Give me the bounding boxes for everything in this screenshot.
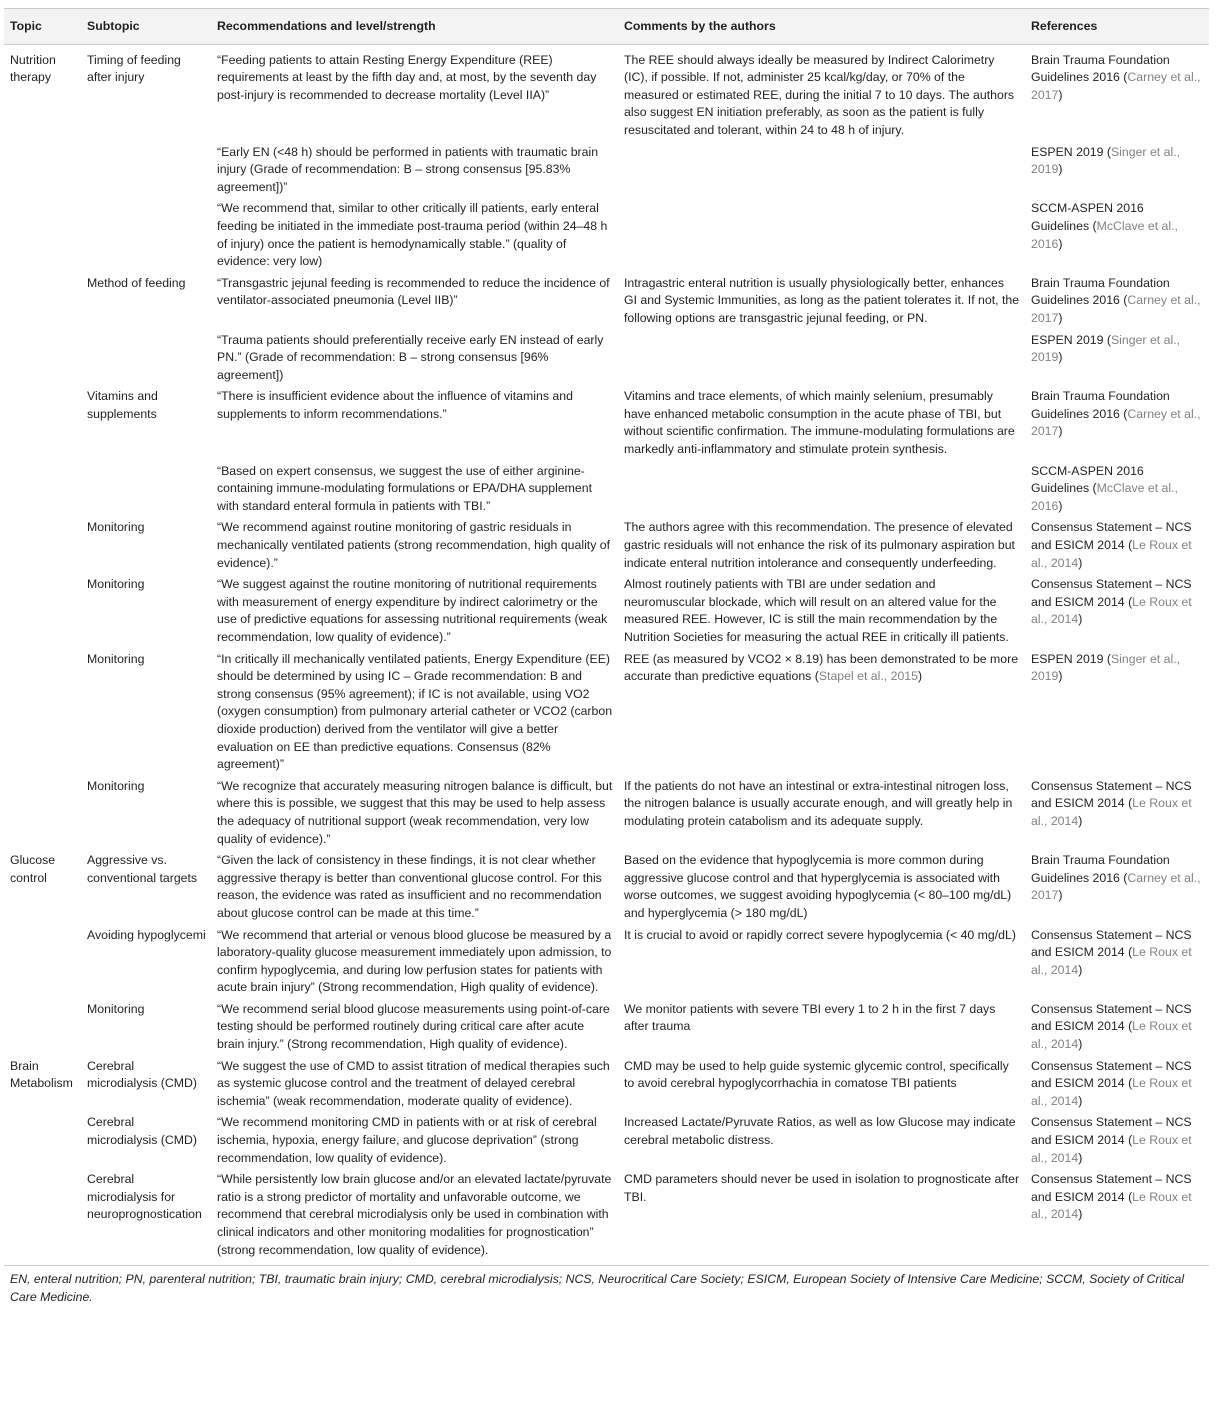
reference-text-end: ): [1058, 236, 1063, 251]
subtopic-cell: Cerebral microdialysis (CMD): [87, 1058, 197, 1091]
reference-text-end: ): [1078, 1093, 1083, 1108]
subtopic-cell: Monitoring: [87, 651, 145, 666]
reference-text-end: ): [1078, 1207, 1083, 1222]
comment-cell: [618, 573, 1025, 647]
reference-text: ESPEN 2019 (: [1031, 651, 1111, 666]
reference-text: Consensus Statement – NCS and ESICM 2014 (: [1031, 778, 1192, 811]
reference-citation: Singer et al., 2019: [1031, 144, 1181, 177]
subtopic-cell: Avoiding hypoglycemi: [87, 927, 206, 942]
table-row: [4, 329, 1209, 386]
recommendation-cell: “We suggest against the routine monitoring of nutritional requirements with measurement of energy expenditure by indirect calorimetry or the use of predictive equations for assessing nutritional requirements (weak recommendation, low quality of evidence).”: [217, 577, 608, 644]
table-row: [4, 1055, 1209, 1112]
topic-cell: [4, 1111, 81, 1168]
comment-text: Vitamins and trace elements, of which mainly selenium, presumably have enhanced metabolic consumption in the acute phase of TBI, but without scientific confirmation. The immune-modulating formulations are markedly anti-inflammatory and stimulate protein synthesis.: [624, 389, 1015, 457]
reference-cell: [1025, 1168, 1209, 1265]
comment-cell: [618, 775, 1025, 849]
reference-text: Consensus Statement – NCS and ESICM 2014 (: [1031, 1172, 1192, 1204]
subtopic-cell: Aggressive vs. conventional targets: [87, 853, 198, 885]
topic-cell: [4, 197, 81, 271]
reference-text-end: ): [1078, 962, 1083, 977]
topic-cell: Brain Metabolism: [10, 1058, 73, 1091]
reference-citation: Carney et al., 2017: [1031, 870, 1201, 903]
comment-text: REE (as measured by VCO2 × 8.19) has been demonstrated to be more accurate than predictive equations (: [624, 651, 1019, 684]
comment-text: Almost routinely patients with TBI are under sedation and neuromuscular blockade, which will result on an altered value for the measured REE. However, IC is still the main recommendation by the Nutrition Societies for measuring the actual REE in critically ill patients.: [624, 577, 1009, 644]
reference-text-end: ): [1058, 162, 1063, 177]
topic-cell: [4, 141, 81, 198]
table-row: [4, 573, 1209, 647]
recommendation-cell: “We recommend against routine monitoring of gastric residuals in mechanically ventilated patients (strong recommendation, high quality of evidence).”: [217, 520, 611, 570]
reference-text-end: ): [1078, 612, 1083, 627]
comment-text: Increased Lactate/Pyruvate Ratios, as well as low Glucose may indicate cerebral metabolic distress.: [624, 1115, 1016, 1148]
table-row: [4, 516, 1209, 573]
topic-cell: [4, 329, 81, 386]
comment-cell: [618, 272, 1025, 329]
topic-cell: [4, 573, 81, 647]
comment-citation: Stapel et al., 2015: [818, 669, 918, 684]
reference-cell: [1025, 197, 1209, 271]
subtopic-cell: [81, 197, 211, 271]
recommendation-cell: “While persistently low brain glucose and/or an elevated lactate/pyruvate ratio is a strong predictor of mortality and unfavorable outcome, we recommend that cerebral microdialysis only be used in combination with clinical indicators and other monitoring modalities for prognostication” (strong recommendation, low quality of evidence).: [211, 1168, 618, 1265]
subtopic-cell: [81, 141, 211, 198]
reference-text-end: ): [1058, 424, 1063, 439]
topic-cell: [4, 385, 81, 459]
comment-cell: [618, 197, 1025, 271]
comment-cell: [618, 44, 1025, 140]
reference-cell: [1025, 44, 1209, 140]
reference-cell: [1025, 775, 1209, 849]
subtopic-cell: [81, 460, 211, 517]
recommendation-cell: “Based on expert consensus, we suggest the use of either arginine-containing immune-modulating formulations or EPA/DHA supplement with standard enteral formula in patients with TBI.”: [217, 463, 593, 513]
reference-citation: Le Roux et al., 2014: [1031, 945, 1192, 977]
subtopic-cell: Method of feeding: [87, 275, 186, 290]
recommendation-cell: “Early EN (<48 h) should be performed in patients with traumatic brain injury (Grade of recommendation: B – strong consensus [95.83% agreement])”: [217, 144, 599, 194]
reference-text-end: ): [1078, 1037, 1083, 1052]
reference-citation: McClave et al., 2016: [1031, 218, 1178, 251]
reference-text-end: ): [1058, 350, 1063, 365]
topic-cell: [4, 272, 81, 329]
reference-citation: Le Roux et al., 2014: [1031, 594, 1192, 627]
comment-text: The authors agree with this recommendation. The presence of elevated gastric residuals will not enhance the risk of its pulmonary aspiration but indicate enteral nutrition intolerance and consequently underfeeding.: [624, 520, 1015, 570]
reference-text: Consensus Statement – NCS and ESICM 2014 (: [1031, 1001, 1192, 1034]
topic-cell: Nutrition therapy: [10, 52, 56, 85]
comment-cell: [618, 1168, 1025, 1265]
comment-cell: [618, 1111, 1025, 1168]
reference-text-end: ): [1058, 888, 1063, 903]
reference-citation: Singer et al., 2019: [1031, 332, 1181, 365]
subtopic-cell: Monitoring: [87, 577, 145, 592]
reference-text: Consensus Statement – NCS and ESICM 2014 (: [1031, 520, 1192, 553]
reference-cell: [1025, 1055, 1209, 1112]
table-row: [4, 272, 1209, 329]
header-comments: Comments by the authors: [618, 9, 1025, 45]
comment-cell: [618, 849, 1025, 923]
reference-citation: Le Roux et al., 2014: [1031, 796, 1192, 828]
comment-text: It is crucial to avoid or rapidly correct severe hypoglycemia (< 40 mg/dL): [624, 927, 1016, 942]
reference-text: Consensus Statement – NCS and ESICM 2014 (: [1031, 1058, 1192, 1091]
comment-cell: [618, 141, 1025, 198]
reference-citation: Carney et al., 2017: [1031, 293, 1201, 325]
reference-citation: Le Roux et al., 2014: [1031, 1019, 1192, 1052]
reference-cell: [1025, 573, 1209, 647]
reference-text-end: ): [1058, 669, 1063, 684]
comment-cell: [618, 516, 1025, 573]
reference-text-end: ): [1058, 87, 1063, 102]
recommendation-cell: “We recommend monitoring CMD in patients with or at risk of cerebral ischemia, hypoxia, energy failure, and glucose deprivation” (strong recommendation, low quality of evidence).: [217, 1115, 597, 1165]
reference-text: Brain Trauma Foundation Guidelines 2016 (: [1031, 275, 1170, 308]
topic-cell: [4, 1168, 81, 1265]
table-row: [4, 849, 1209, 923]
header-subtopic: Subtopic: [81, 9, 211, 45]
topic-cell: [4, 924, 81, 998]
reference-cell: [1025, 924, 1209, 998]
comment-cell: [618, 998, 1025, 1055]
subtopic-cell: Cerebral microdialysis for neuroprognostication: [81, 1168, 211, 1265]
comment-cell: [618, 329, 1025, 386]
recommendation-cell: “Feeding patients to attain Resting Energy Expenditure (REE) requirements at least by the fifth day and, at most, by the seventh day post-injury is recommended to decrease mortality (Level IIA)”: [217, 52, 597, 102]
reference-citation: Le Roux et al., 2014: [1031, 1133, 1192, 1165]
reference-cell: [1025, 141, 1209, 198]
reference-citation: Le Roux et al., 2014: [1031, 1076, 1192, 1108]
comment-text-end: ): [917, 669, 923, 684]
table-row: [4, 1168, 1209, 1265]
topic-cell: [4, 460, 81, 517]
comment-text: The REE should always ideally be measured by Indirect Calorimetry (IC), if possible. If not, administer 25 kcal/kg/day, or 70% of the measured or estimated REE, during the initial 7 to 10 days. The authors also suggest EN initiation preferably, as soon as the patient is fully resuscitated and tolerant, within 24 to 48 h of injury.: [624, 52, 1015, 137]
reference-citation: McClave et al., 2016: [1031, 481, 1178, 513]
reference-cell: [1025, 272, 1209, 329]
reference-text: ESPEN 2019 (: [1031, 332, 1111, 347]
table-row: [4, 775, 1209, 849]
comment-text: Intragastric enteral nutrition is usually physiologically better, enhances GI and Systemic Immunities, as long as the patient tolerates it. If not, the following options are transgastric jejunal feeding, or PN.: [624, 275, 1020, 325]
recommendation-cell: “We recommend that, similar to other critically ill patients, early enteral feeding be initiated in the immediate post-trauma period (within 24–48 h of injury) once the patient is hemodynamically stable.” (quality of evidence: very low): [217, 201, 608, 269]
comment-text: If the patients do not have an intestinal or extra-intestinal nitrogen loss, the nitrogen balance is usually accurate enough, and will greatly help in modulating protein catabolism and its adequate supply.: [624, 778, 1013, 828]
recommendation-cell: “We recognize that accurately measuring nitrogen balance is difficult, but where this is possible, we suggest that this may be used to help assess the adequacy of nutritional support (weak recommendation, very low quality of evidence).”: [217, 778, 613, 846]
topic-cell: [4, 775, 81, 849]
comment-text: CMD parameters should never be used in isolation to prognosticate after TBI.: [624, 1172, 1020, 1204]
table-row: [4, 460, 1209, 517]
header-topic: Topic: [4, 9, 81, 45]
subtopic-cell: Monitoring: [87, 520, 145, 535]
recommendation-cell: “We recommend serial blood glucose measurements using point-of-care testing should be performed routinely during critical care after acute brain injury.” (Strong recommendation, High quality of evidence).: [217, 1001, 610, 1052]
reference-cell: [1025, 998, 1209, 1055]
subtopic-cell: [81, 329, 211, 386]
reference-text: Brain Trauma Foundation Guidelines 2016 (: [1031, 389, 1170, 421]
reference-text-end: ): [1058, 310, 1063, 325]
comment-text: CMD may be used to help guide systemic glycemic control, specifically to avoid cerebral hypoglycorrhachia in comatose TBI patients: [624, 1058, 1009, 1091]
comment-text: We monitor patients with severe TBI every 1 to 2 h in the first 7 days after trauma: [624, 1001, 996, 1034]
subtopic-cell: Timing of feeding after injury: [87, 52, 181, 85]
reference-citation: Carney et al., 2017: [1031, 70, 1201, 102]
reference-citation: Le Roux et al., 2014: [1031, 1189, 1192, 1222]
comment-cell: [618, 1055, 1025, 1112]
reference-text: Brain Trauma Foundation Guidelines 2016 (: [1031, 853, 1170, 885]
reference-text: Consensus Statement – NCS and ESICM 2014 (: [1031, 577, 1192, 609]
reference-cell: [1025, 385, 1209, 459]
recommendations-table: [4, 8, 1209, 1266]
subtopic-cell: Vitamins and supplements: [87, 389, 158, 421]
reference-text-end: ): [1078, 813, 1083, 828]
table-row: [4, 385, 1209, 459]
reference-cell: [1025, 516, 1209, 573]
comment-cell: [618, 460, 1025, 517]
reference-citation: Le Roux et al., 2014: [1031, 538, 1192, 570]
table-row: [4, 924, 1209, 998]
table-footnote: EN, enteral nutrition; PN, parenteral nutrition; TBI, traumatic brain injury; CMD, cerebral microdialysis; NCS, Neurocritical Care Society; ESICM, European Society of Intensive Care Medicine; SCCM, Society of Critical Care Medicine.: [10, 1272, 1185, 1304]
recommendation-cell: “In critically ill mechanically ventilated patients, Energy Expenditure (EE) should be determined by using IC – Grade recommendation: B and strong consensus (95% agreement); if IC is not available, using VO2 (oxygen consumption) from pulmonary arterial catheter or VCO2 (carbon dioxide production) derived from the ventilator will give a better evaluation on EE than predictive equations. Consensus (82% agreement)”: [217, 651, 613, 772]
recommendation-cell: “Trauma patients should preferentially receive early EN instead of early PN.” (Grade of recommendation: B – strong consensus [96% agreement]): [217, 332, 604, 382]
topic-cell: [4, 998, 81, 1055]
subtopic-cell: Monitoring: [87, 778, 145, 793]
table-row: [4, 44, 1209, 140]
reference-cell: [1025, 1111, 1209, 1168]
header-recommendations: Recommendations and level/strength: [211, 9, 618, 45]
reference-text-end: ): [1058, 498, 1063, 513]
table-header: [4, 9, 1209, 45]
reference-cell: [1025, 460, 1209, 517]
reference-text: Consensus Statement – NCS and ESICM 2014 (: [1031, 927, 1192, 960]
reference-text: SCCM-ASPEN 2016 Guidelines (: [1031, 463, 1144, 496]
topic-cell: Glucose control: [10, 853, 56, 885]
reference-text: Brain Trauma Foundation Guidelines 2016 (: [1031, 52, 1170, 85]
recommendation-cell: “We suggest the use of CMD to assist titration of medical therapies such as systemic glucose control and the treatment of delayed cerebral ischemia” (weak recommendation, moderate quality of evidence).: [217, 1058, 610, 1108]
reference-text: SCCM-ASPEN 2016 Guidelines (: [1031, 201, 1144, 233]
subtopic-cell: Cerebral microdialysis (CMD): [87, 1115, 197, 1148]
subtopic-cell: Monitoring: [87, 1001, 145, 1016]
reference-citation: Carney et al., 2017: [1031, 406, 1201, 439]
recommendation-cell: “Transgastric jejunal feeding is recommended to reduce the incidence of ventilator-associated pneumonia (Level IIB)”: [217, 275, 610, 308]
topic-cell: [4, 648, 81, 775]
table-row: [4, 141, 1209, 198]
table-row: [4, 197, 1209, 271]
table-row: [4, 1111, 1209, 1168]
header-references: References: [1025, 9, 1209, 45]
comment-cell: [618, 385, 1025, 459]
reference-cell: [1025, 849, 1209, 923]
reference-text-end: ): [1078, 1150, 1083, 1165]
table-body: [4, 44, 1209, 1266]
table-row: [4, 998, 1209, 1055]
reference-citation: Singer et al., 2019: [1031, 651, 1181, 684]
reference-cell: [1025, 648, 1209, 775]
topic-cell: [4, 516, 81, 573]
recommendation-cell: “Given the lack of consistency in these findings, it is not clear whether aggressive therapy is better than conventional glucose control. For this reason, the evidence was rated as insufficient and no recommendation about glucose control can be made at this time.”: [217, 853, 602, 920]
reference-text: Consensus Statement – NCS and ESICM 2014 (: [1031, 1115, 1192, 1148]
reference-text-end: ): [1078, 555, 1083, 570]
table-row: [4, 648, 1209, 775]
reference-cell: [1025, 329, 1209, 386]
comment-cell: [618, 924, 1025, 998]
recommendation-cell: “There is insufficient evidence about the influence of vitamins and supplements to inform recommendations.”: [217, 389, 573, 421]
reference-text: ESPEN 2019 (: [1031, 144, 1111, 159]
comment-cell: [618, 648, 1025, 775]
comment-text: Based on the evidence that hypoglycemia is more common during aggressive glucose control and that hyperglycemia is associated with worse outcomes, we suggest avoiding hypoglycemia (< 80–100 mg/dL) and hyperglycemia (> 180 mg/dL): [624, 853, 1012, 920]
recommendation-cell: “We recommend that arterial or venous blood glucose be measured by a laboratory-quality glucose measurement immediately upon admission, to confirm hypoglycemia, and during low perfusion states for patients with acute brain injury” (Strong recommendation, High quality of evidence).: [217, 927, 612, 995]
